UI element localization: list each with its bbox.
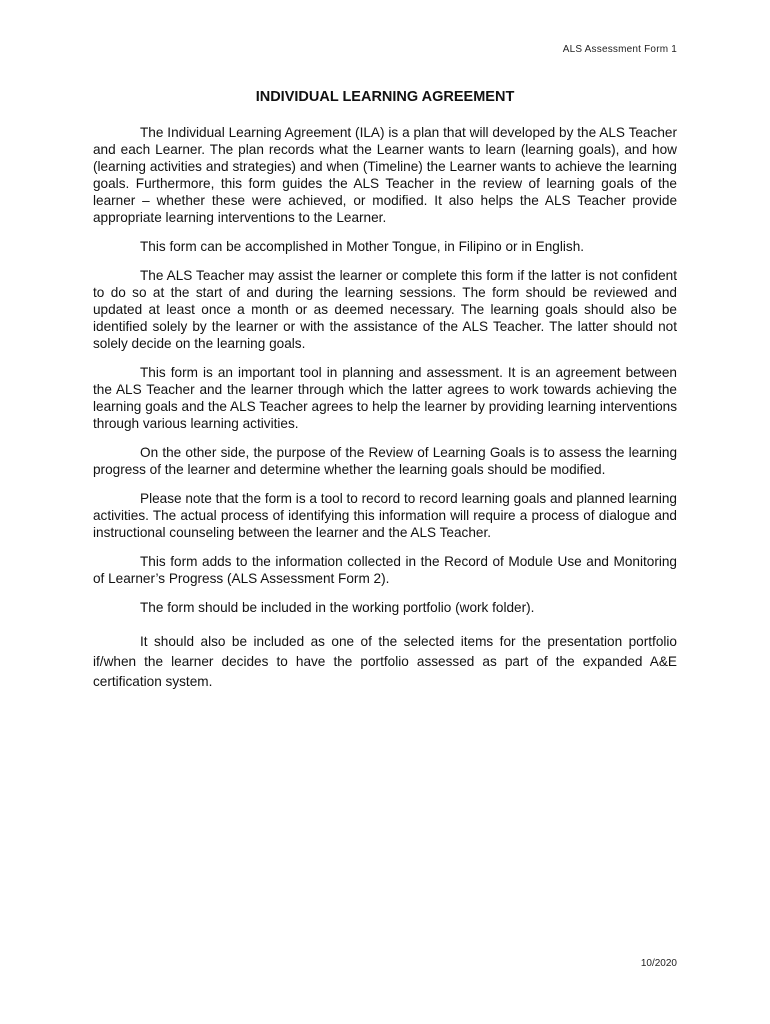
paragraph-teacher-assistance: The ALS Teacher may assist the learner or complete this form if the latter is not confident to do so at the start of and during the learning sessions. The form should be reviewed and updated at least once a month or as deemed necessary. The learning goals should also be identified solely by the learner or with the assistance of the ALS Teacher. The latter should not solely decide on the learning goals. bbox=[93, 268, 677, 351]
paragraph-ila-definition: The Individual Learning Agreement (ILA) is a plan that will developed by the ALS Teacher and each Learner. The plan records what the Learner wants to learn (learning goals), and how (learning activities and strategies) and when (Timeline) the Learner wants to achieve the learning goals. Furthermore, this form guides the ALS Teacher in the review of learning goals of the learner – whether these were achieved, or modified. It also helps the ALS Teacher provide appropriate learning interventions to the Learner. bbox=[93, 125, 677, 225]
paragraph-presentation-portfolio: It should also be included as one of the selected items for the presentation portfolio if/when the learner decides to have the portfolio assessed as part of the expanded A&E certification system. bbox=[93, 634, 677, 689]
paragraph-working-portfolio: The form should be included in the working portfolio (work folder). bbox=[140, 600, 535, 615]
paragraph-form-2-reference: This form adds to the information collected in the Record of Module Use and Monitoring of Learner’s Progress (ALS Assessment Form 2). bbox=[93, 554, 677, 586]
footer-date: 10/2020 bbox=[640, 958, 677, 969]
page-title: INDIVIDUAL LEARNING AGREEMENT bbox=[255, 89, 515, 105]
paragraph-languages: This form can be accomplished in Mother Tongue, in Filipino or in English. bbox=[140, 239, 585, 254]
paragraph-process-note: Please note that the form is a tool to record to record learning goals and planned learning activities. The actual process of identifying this information will require a process of dialogue and instructional counseling between the learner and the ALS Teacher. bbox=[93, 491, 677, 540]
form-label: ALS Assessment Form 1 bbox=[562, 44, 677, 55]
document-body bbox=[93, 124, 677, 704]
paragraph-planning-tool: This form is an important tool in planning and assessment. It is an agreement between the ALS Teacher and the learner through which the latter agrees to work towards achieving the learning goals and the ALS Teacher agrees to help the learner by providing learning interventions through various learning activities. bbox=[93, 365, 677, 431]
paragraph-review-purpose: On the other side, the purpose of the Review of Learning Goals is to assess the learning progress of the learner and determine whether the learning goals should be modified. bbox=[93, 445, 677, 477]
